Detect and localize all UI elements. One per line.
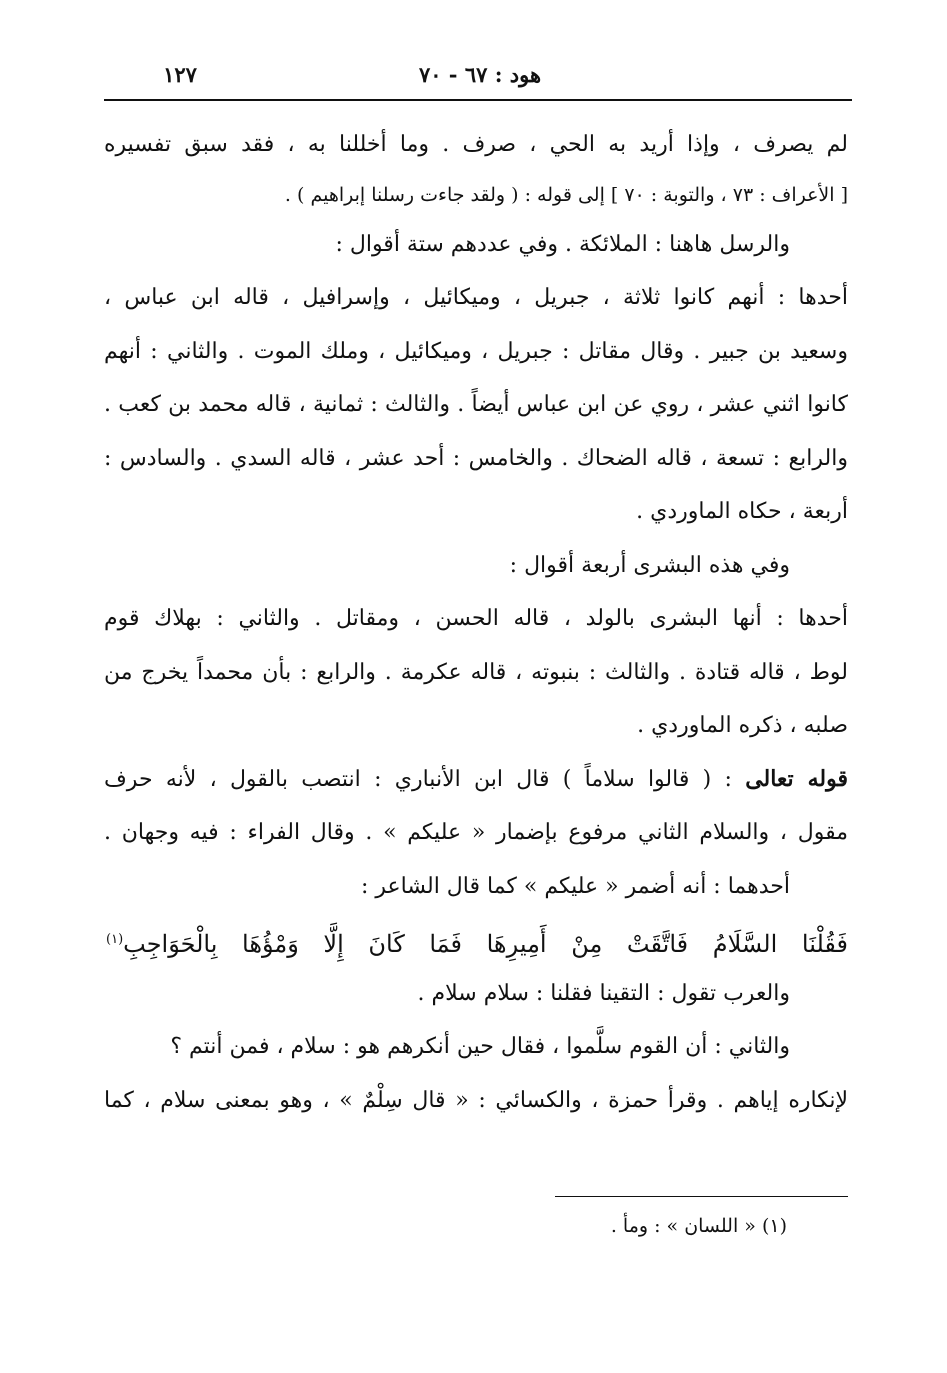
footnote-marker: (١) [106, 932, 124, 947]
verse-text: فَقُلْنَا السَّلَامُ فَاتَّقَتْ مِنْ أَمِيرِهَا فَمَا كَانَ إِلَّا وَمْؤُهَا بِالْحَوَاجِبِ [123, 930, 848, 958]
header-rule [104, 99, 852, 101]
text-line: والرابع : تسعة ، قاله الضحاك . والخامس : أحد عشر ، قاله السدي . والسادس : [104, 445, 848, 471]
text-line: والثاني : أن القوم سلَّموا ، فقال حين أنكرهم هو : سلام ، فمن أنتم ؟ [170, 1034, 790, 1059]
footnote-rule [555, 1196, 848, 1197]
running-head: هود : ٦٧ - ٧٠ [418, 62, 542, 87]
text-line: أربعة ، حكاه الماوردي . [636, 499, 848, 524]
text-line: وفي هذه البشرى أربعة أقوال : [509, 552, 790, 578]
footnote: (١) « اللسان » : ومأ . [610, 1215, 787, 1237]
text-line: والعرب تقول : التقينا فقلنا : سلام سلام . [417, 980, 790, 1006]
text-line: لإنكاره إياهم . وقرأ حمزة ، والكسائي : « قال سِلْمٌ » ، وهو بمعنى سلام ، كما [104, 1087, 848, 1113]
text-line: أحدهما : أنه أضمر « عليكم » كما قال الشاعر : [361, 873, 790, 899]
text-line: لم يصرف ، وإذا أريد به الحي ، صرف . وما أخللنا به ، فقد سبق تفسيره [104, 132, 848, 157]
text-line: والرسل هاهنا : الملائكة . وفي عددهم ستة أقوال : [335, 231, 790, 257]
page-number: ١٢٧ [163, 62, 197, 87]
text-line: لوط ، قاله قتادة . والثالث : بنبوته ، قاله عكرمة . والرابع : بأن محمداً يخرج من [104, 659, 848, 685]
text-line: صلبه ، ذكره الماوردي . [637, 713, 848, 738]
text-line: كانوا اثني عشر ، روي عن ابن عباس أيضاً . والثالث : ثمانية ، قاله محمد بن كعب . [104, 392, 848, 417]
text-line: أحدها : أنهم كانوا ثلاثة ، جبريل ، وميكائيل ، وإسرافيل ، قاله ابن عباس ، [104, 285, 848, 310]
poetry-verse [104, 913, 848, 967]
text-line: أحدها : أنها البشرى بالولد ، قاله الحسن ، ومقاتل . والثاني : بهلاك قوم [104, 606, 848, 631]
lead-phrase: قوله تعالى [745, 765, 848, 792]
text-line: وسعيد بن جبير . وقال مقاتل : جبريل ، وميكائيل ، وملك الموت . والثاني : أنهم [104, 338, 848, 364]
text-line: مقول ، والسلام الثاني مرفوع بإضمار « عليكم » . وقال الفراء : فيه وجهان . [104, 820, 848, 845]
text-line: قوله تعالى : ( قالوا سلاماً ) قال ابن الأنباري : انتصب بالقول ، لأنه حرف [104, 765, 848, 792]
body-text [104, 118, 848, 1127]
text-line: [ الأعراف : ٧٣ ، والتوبة : ٧٠ ] إلى قوله : ( ولقد جاءت رسلنا إبراهيم ) . [284, 183, 848, 206]
